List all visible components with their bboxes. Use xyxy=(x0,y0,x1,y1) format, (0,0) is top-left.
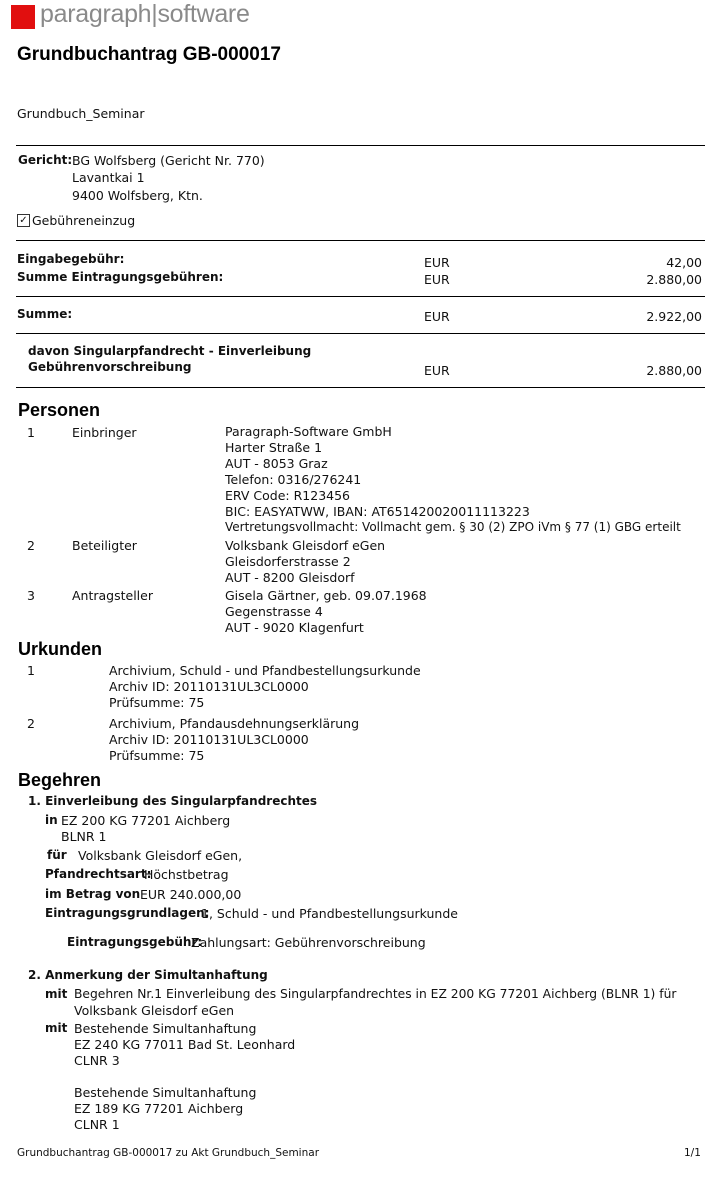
divider xyxy=(16,333,705,334)
fee-amount: 2.880,00 xyxy=(646,272,702,287)
person-role: Beteiligter xyxy=(72,538,137,553)
fuer-label: für xyxy=(47,848,67,862)
sum-currency: EUR xyxy=(424,309,450,324)
person-line: AUT - 8053 Graz xyxy=(225,456,328,471)
urkunde-line: Archiv ID: 20110131UL3CL0000 xyxy=(109,679,309,694)
mit-line: EZ 189 KG 77201 Aichberg xyxy=(74,1101,244,1116)
mit-line: Bestehende Simultanhaftung xyxy=(74,1085,257,1100)
sum-amount: 2.922,00 xyxy=(646,309,702,324)
akt-name: Grundbuch_Seminar xyxy=(17,106,145,121)
gebuehr-value: Zahlungsart: Gebührenvorschreibung xyxy=(191,935,426,950)
mit-line: Volksbank Gleisdorf eGen xyxy=(74,1003,235,1018)
fuer-value: Volksbank Gleisdorf eGen, xyxy=(78,848,243,863)
davon-amount: 2.880,00 xyxy=(646,363,702,378)
logo: paragraph|software xyxy=(40,0,250,28)
urkunde-line: Archivium, Schuld - und Pfandbestellungsurkunde xyxy=(109,663,421,678)
mit-line: Bestehende Simultanhaftung xyxy=(74,1021,257,1036)
court-line: 9400 Wolfsberg, Ktn. xyxy=(72,188,203,203)
urkunde-line: Archivium, Pfandausdehnungserklärung xyxy=(109,716,360,731)
person-line: AUT - 9020 Klagenfurt xyxy=(225,620,364,635)
gebuehr-label: Eintragungsgebühr: xyxy=(67,935,203,949)
betrag-value: EUR 240.000,00 xyxy=(140,887,242,902)
pfandrechtsart-label: Pfandrechtsart: xyxy=(45,867,152,881)
begehren-title: 1. Einverleibung des Singularpfandrechtes xyxy=(28,794,318,808)
person-number: 1 xyxy=(27,425,35,440)
begehren-title: 2. Anmerkung der Simultanhaftung xyxy=(28,968,268,982)
urkunde-line: Prüfsumme: 75 xyxy=(109,695,205,710)
mit-line: Begehren Nr.1 Einverleibung des Singularpfandrechtes in EZ 200 KG 77201 Aichberg (BLNR 1) für xyxy=(74,987,677,1001)
section-heading-urkunden: Urkunden xyxy=(18,639,103,659)
sum-label: Summe: xyxy=(17,307,73,321)
page-title: Grundbuchantrag GB-000017 xyxy=(17,44,281,65)
person-line: Volksbank Gleisdorf eGen xyxy=(225,538,386,553)
court-line: Lavantkai 1 xyxy=(72,170,145,185)
davon-sublabel: Gebührenvorschreibung xyxy=(28,360,192,374)
pfandrechtsart-value: Höchstbetrag xyxy=(144,867,229,882)
in-value: EZ 200 KG 77201 Aichberg xyxy=(61,813,231,828)
person-line: Paragraph-Software GmbH xyxy=(225,424,392,439)
person-number: 3 xyxy=(27,588,35,603)
logo-square xyxy=(11,5,35,29)
mit-label: mit xyxy=(45,987,68,1001)
person-line: Gisela Gärtner, geb. 09.07.1968 xyxy=(225,588,427,603)
person-role: Antragsteller xyxy=(72,588,153,603)
person-line: ERV Code: R123456 xyxy=(225,488,351,503)
grundlagen-value: 1, Schuld - und Pfandbestellungsurkunde xyxy=(201,906,458,921)
section-heading-begehren: Begehren xyxy=(18,770,102,790)
person-number: 2 xyxy=(27,538,35,553)
person-line: BIC: EASYATWW, IBAN: AT651420020011113223 xyxy=(225,504,530,519)
person-line: Telefon: 0316/276241 xyxy=(225,472,362,487)
urkunde-number: 2 xyxy=(27,716,35,731)
divider xyxy=(16,145,705,146)
divider xyxy=(16,296,705,297)
mit-line: EZ 240 KG 77011 Bad St. Leonhard xyxy=(74,1037,296,1052)
fee-label: Eingabegebühr: xyxy=(17,252,125,266)
court-label: Gericht: xyxy=(18,153,73,167)
grundlagen-label: Eintragungsgrundlagen: xyxy=(45,906,210,920)
betrag-label: im Betrag von xyxy=(45,887,141,901)
court-line: BG Wolfsberg (Gericht Nr. 770) xyxy=(72,153,265,168)
mit-label: mit xyxy=(45,1021,68,1035)
divider xyxy=(16,240,705,241)
divider xyxy=(16,387,705,388)
person-role: Einbringer xyxy=(72,425,137,440)
section-heading-personen: Personen xyxy=(18,400,101,420)
person-line: Gegenstrasse 4 xyxy=(225,604,323,619)
blnr-value: BLNR 1 xyxy=(61,829,107,844)
mit-line: CLNR 3 xyxy=(74,1053,120,1068)
page-number: 1/1 xyxy=(684,1147,701,1159)
person-line: AUT - 8200 Gleisdorf xyxy=(225,570,355,585)
person-line: Harter Straße 1 xyxy=(225,440,323,455)
urkunde-line: Archiv ID: 20110131UL3CL0000 xyxy=(109,732,309,747)
fee-checkbox-label: Gebühreneinzug xyxy=(32,213,136,228)
fee-amount: 42,00 xyxy=(666,255,702,270)
fee-checkbox[interactable]: ✓ xyxy=(17,214,30,227)
in-label: in xyxy=(45,813,58,827)
person-line: Gleisdorferstrasse 2 xyxy=(225,554,351,569)
fee-currency: EUR xyxy=(424,272,450,287)
fee-currency: EUR xyxy=(424,255,450,270)
davon-label: davon Singularpfandrecht - Einverleibung xyxy=(28,344,312,358)
davon-currency: EUR xyxy=(424,363,450,378)
mit-line: CLNR 1 xyxy=(74,1117,120,1132)
fee-label: Summe Eintragungsgebühren: xyxy=(17,270,224,284)
urkunde-number: 1 xyxy=(27,663,35,678)
footer-text: Grundbuchantrag GB-000017 zu Akt Grundbuch_Seminar xyxy=(17,1147,320,1159)
person-line: Vertretungsvollmacht: Vollmacht gem. § 30 (2) ZPO iVm § 77 (1) GBG erteilt xyxy=(225,520,681,534)
urkunde-line: Prüfsumme: 75 xyxy=(109,748,205,763)
